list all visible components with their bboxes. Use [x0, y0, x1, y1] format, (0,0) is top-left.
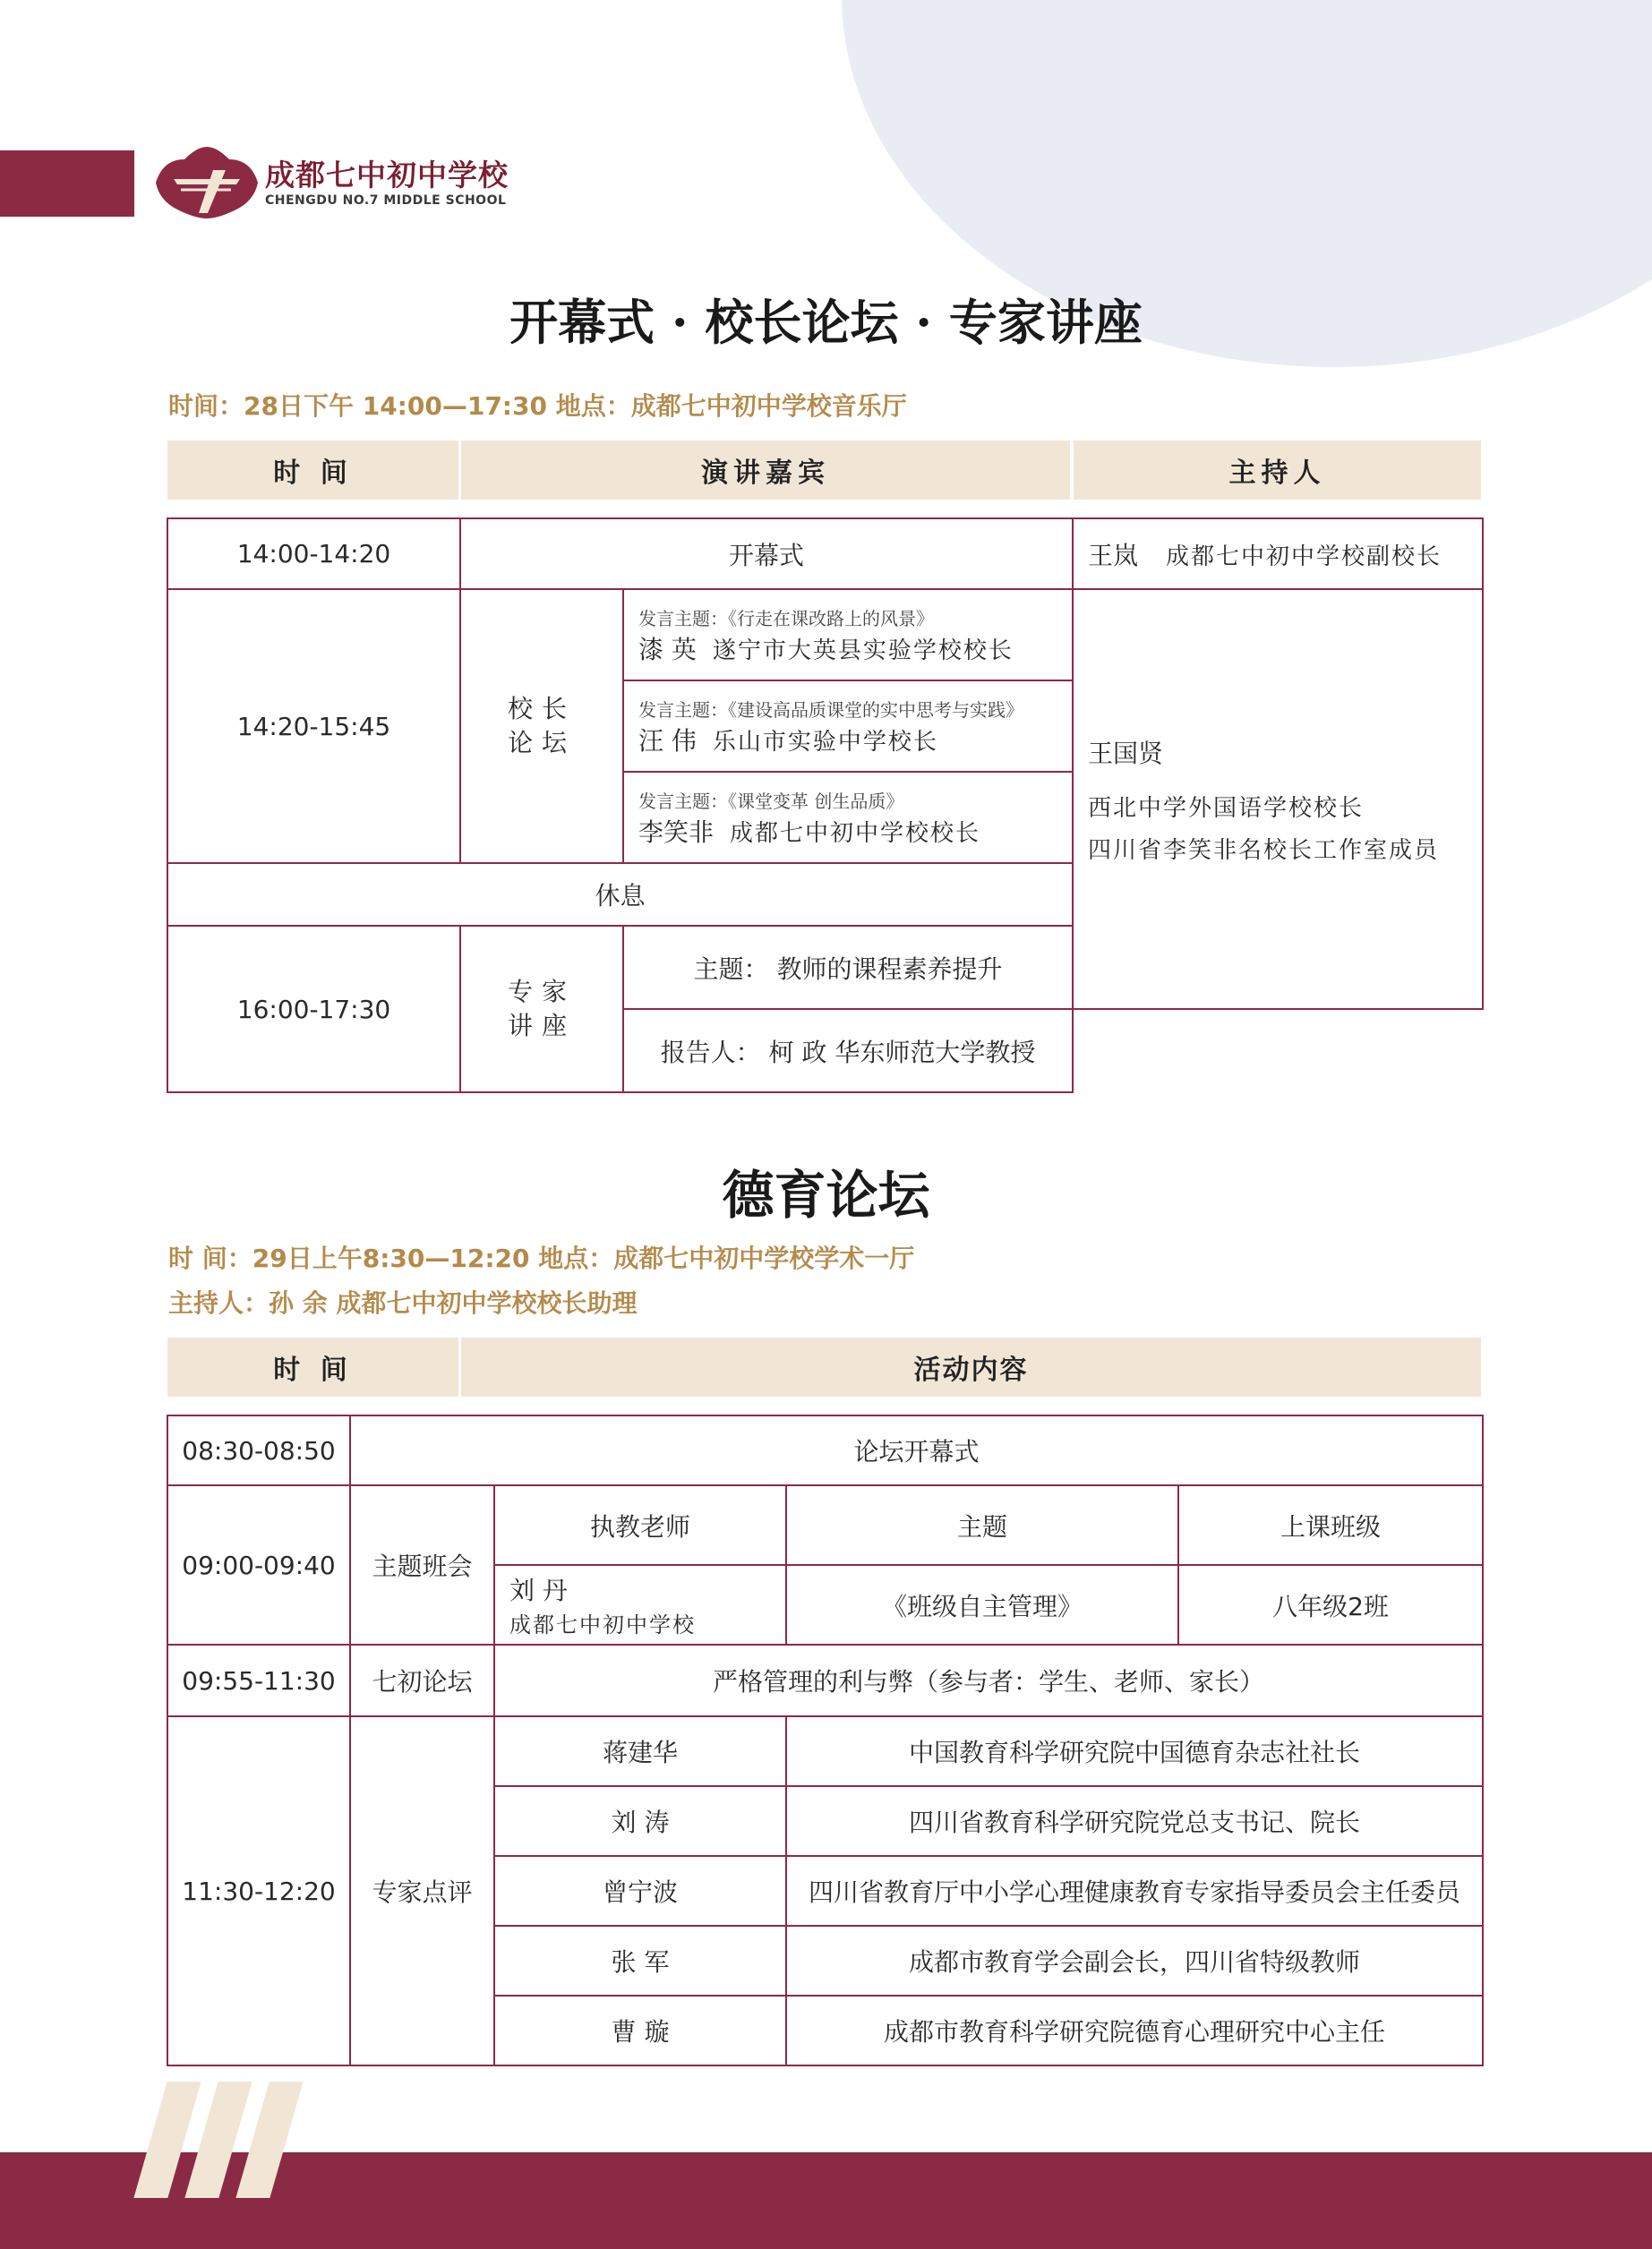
table-row	[167, 1716, 1483, 1786]
label-line: 校长	[507, 694, 576, 724]
time-cell: 11:30-12:20	[167, 1716, 350, 2065]
time-cell: 16:00-17:30	[167, 926, 460, 1092]
schedule-table-1	[167, 517, 1483, 1093]
header-time: 时 间	[167, 440, 458, 500]
talk-speaker: 漆 英	[638, 634, 697, 664]
left-accent-bar	[0, 150, 134, 217]
expert-name: 曾宁波	[494, 1856, 786, 1926]
expert-title: 四川省教育科学研究院党总支书记、院长	[786, 1786, 1483, 1856]
talk-speaker-title: 成都七中初中学校校长	[730, 819, 981, 847]
table-row	[167, 589, 1483, 680]
label-cell: 专家点评	[350, 1716, 494, 2065]
school-logo-icon	[154, 143, 260, 220]
header-speakers: 演讲嘉宾	[461, 440, 1070, 500]
expert-name: 刘 涛	[494, 1786, 786, 1856]
expert-name: 蒋建华	[494, 1716, 786, 1786]
time-cell: 14:20-15:45	[167, 589, 460, 863]
header-activity: 活动内容	[461, 1338, 1481, 1397]
break-cell: 休息	[167, 863, 1073, 926]
col-header-teacher: 执教老师	[494, 1485, 786, 1565]
label-cell: 七初论坛	[350, 1645, 494, 1716]
theme-cell: 《班级自主管理》	[786, 1565, 1178, 1645]
table-row	[167, 1645, 1483, 1716]
host-title: 西北中学外国语学校校长	[1088, 794, 1365, 822]
expert-name: 曹 璇	[494, 1996, 786, 2065]
lecture-topic: 主题： 教师的课程素养提升	[623, 926, 1073, 1009]
schedule-table-2	[167, 1415, 1484, 2066]
teacher-cell	[494, 1565, 786, 1645]
talk-speaker: 李笑非	[638, 817, 715, 847]
time-cell: 14:00-14:20	[167, 518, 460, 589]
school-name: 成都七中初中学校	[265, 158, 509, 192]
talk-topic: 发言主题：《课堂变革 创生品质》	[638, 790, 904, 812]
col-header-theme: 主题	[786, 1485, 1178, 1565]
lecture-reporter: 报告人： 柯 政 华东师范大学教授	[623, 1009, 1073, 1092]
host-cell	[1073, 589, 1483, 1009]
talk-speaker-title: 乐山市实验中学校长	[712, 728, 938, 756]
time-cell: 09:00-09:40	[167, 1485, 350, 1645]
col-header-class: 上课班级	[1178, 1485, 1483, 1565]
label-line: 讲座	[507, 1011, 576, 1040]
expert-title: 成都市教育科学研究院德育心理研究中心主任	[786, 1996, 1483, 2065]
talk-topic: 发言主题：《建设高品质课堂的实中思考与实践》	[638, 698, 1023, 721]
expert-title: 中国教育科学研究院中国德育杂志社社长	[786, 1716, 1483, 1786]
section1-title: 开幕式 · 校长论坛 · 专家讲座	[509, 294, 1143, 351]
empty-cell	[1073, 1009, 1483, 1092]
table-row	[167, 518, 1483, 589]
header-time: 时 间	[167, 1338, 458, 1397]
talk-cell	[623, 589, 1073, 680]
content-cell: 开幕式	[460, 518, 1073, 589]
section2-info-host: 主持人：孙 余 成都七中初中学校校长助理	[168, 1288, 638, 1318]
teacher-school: 成都七中初中学校	[509, 1612, 696, 1638]
school-name-en: CHENGDU NO.7 MIDDLE SCHOOL	[265, 193, 507, 208]
talk-cell	[623, 772, 1073, 863]
header-host: 主持人	[1074, 440, 1481, 500]
label-cell: 主题班会	[350, 1485, 494, 1645]
talk-speaker: 汪 伟	[638, 725, 697, 756]
talk-cell	[623, 680, 1073, 772]
time-cell: 09:55-11:30	[167, 1645, 350, 1716]
host-cell	[1073, 518, 1483, 589]
host-name: 王国贤	[1088, 738, 1164, 768]
teacher-name: 刘 丹	[509, 1576, 568, 1605]
label-cell	[460, 926, 623, 1092]
label-line: 专家	[507, 977, 576, 1007]
expert-title: 成都市教育学会副会长，四川省特级教师	[786, 1926, 1483, 1996]
talk-topic: 发言主题：《行走在课改路上的风景》	[638, 607, 934, 629]
class-cell: 八年级2班	[1178, 1565, 1483, 1645]
expert-name: 张 军	[494, 1926, 786, 1996]
table-row	[167, 1485, 1483, 1565]
host-name: 王岚	[1088, 540, 1139, 570]
talk-speaker-title: 遂宁市大英县实验学校校长	[712, 637, 1014, 664]
label-line: 论坛	[507, 728, 576, 757]
expert-title: 四川省教育厅中小学心理健康教育专家指导委员会主任委员	[786, 1856, 1483, 1926]
host-title: 四川省李笑非名校长工作室成员	[1088, 836, 1440, 864]
label-cell	[460, 589, 623, 863]
section2-title: 德育论坛	[722, 1165, 930, 1226]
table-row	[167, 1415, 1483, 1485]
section1-info: 时间：28日下午 14:00—17:30 地点：成都七中初中学校音乐厅	[168, 391, 907, 421]
content-cell: 严格管理的利与弊（参与者：学生、老师、家长）	[494, 1645, 1483, 1716]
content-cell: 论坛开幕式	[350, 1415, 1483, 1485]
section2-info-time: 时 间：29日上午8:30—12:20 地点：成都七中初中学校学术一厅	[168, 1244, 915, 1273]
time-cell: 08:30-08:50	[167, 1415, 350, 1485]
host-title: 成都七中初中学校副校长	[1165, 543, 1442, 570]
